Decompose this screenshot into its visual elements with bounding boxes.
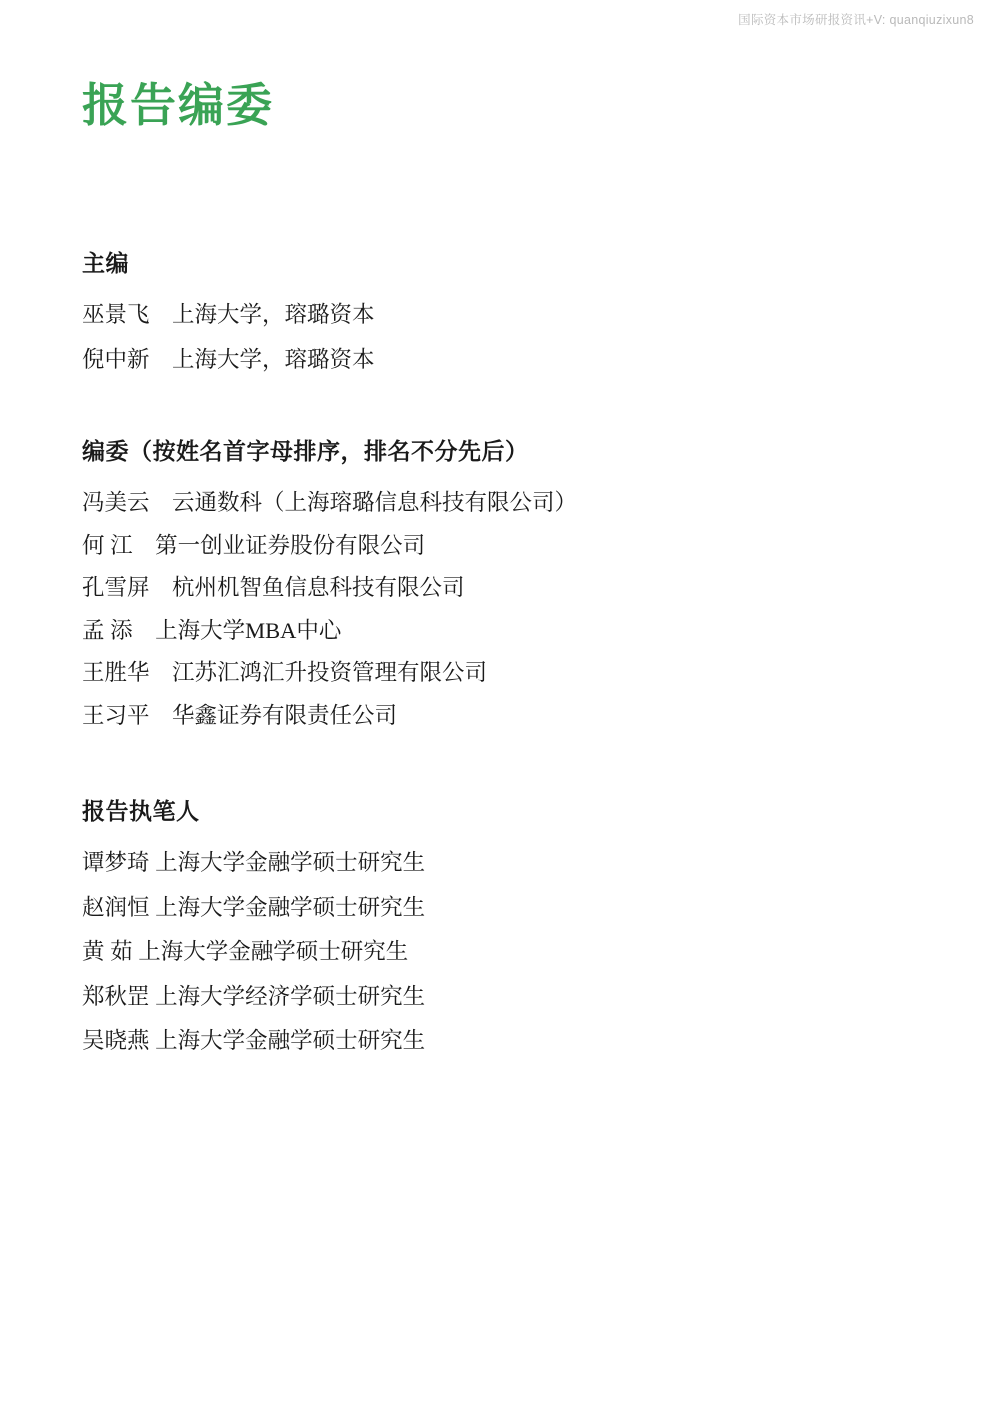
section-report-authors bbox=[82, 793, 922, 1053]
entry-list bbox=[82, 852, 922, 1053]
section-heading: 编委（按姓名首字母排序，排名不分先后） bbox=[82, 438, 529, 465]
entry-list bbox=[82, 492, 922, 727]
list-item: 何 江 第一创业证券股份有限公司 bbox=[82, 532, 426, 558]
list-item: 谭梦琦 上海大学金融学硕士研究生 bbox=[82, 850, 426, 876]
list-item: 郑秋罡 上海大学经济学硕士研究生 bbox=[82, 983, 426, 1009]
section-heading: 报告执笔人 bbox=[82, 798, 200, 825]
list-item: 王习平 华鑫证券有限责任公司 bbox=[82, 702, 398, 728]
entry-list bbox=[82, 304, 922, 371]
page-content bbox=[82, 0, 922, 1053]
section-editorial-board bbox=[82, 433, 922, 727]
list-item: 王胜华 江苏汇鸿汇升投资管理有限公司 bbox=[82, 660, 488, 686]
list-item: 吴晓燕 上海大学金融学硕士研究生 bbox=[82, 1028, 426, 1054]
watermark-text: 国际资本市场研报资讯+V: quanqiuzixun8 bbox=[738, 13, 974, 27]
section-heading: 主编 bbox=[82, 250, 129, 277]
list-item: 赵润恒 上海大学金融学硕士研究生 bbox=[82, 894, 426, 920]
list-item: 孟 添 上海大学MBA中心 bbox=[82, 617, 342, 643]
list-item: 倪中新 上海大学，瑢璐资本 bbox=[82, 346, 375, 372]
list-item: 巫景飞 上海大学，瑢璐资本 bbox=[82, 302, 375, 328]
section-editor-in-chief bbox=[82, 245, 922, 371]
list-item: 黄 茹 上海大学金融学硕士研究生 bbox=[82, 939, 409, 965]
list-item: 冯美云 云通数科（上海瑢璐信息科技有限公司） bbox=[82, 490, 578, 516]
page-title: 报告编委 bbox=[82, 79, 274, 131]
list-item: 孔雪屏 杭州机智鱼信息科技有限公司 bbox=[82, 575, 465, 601]
